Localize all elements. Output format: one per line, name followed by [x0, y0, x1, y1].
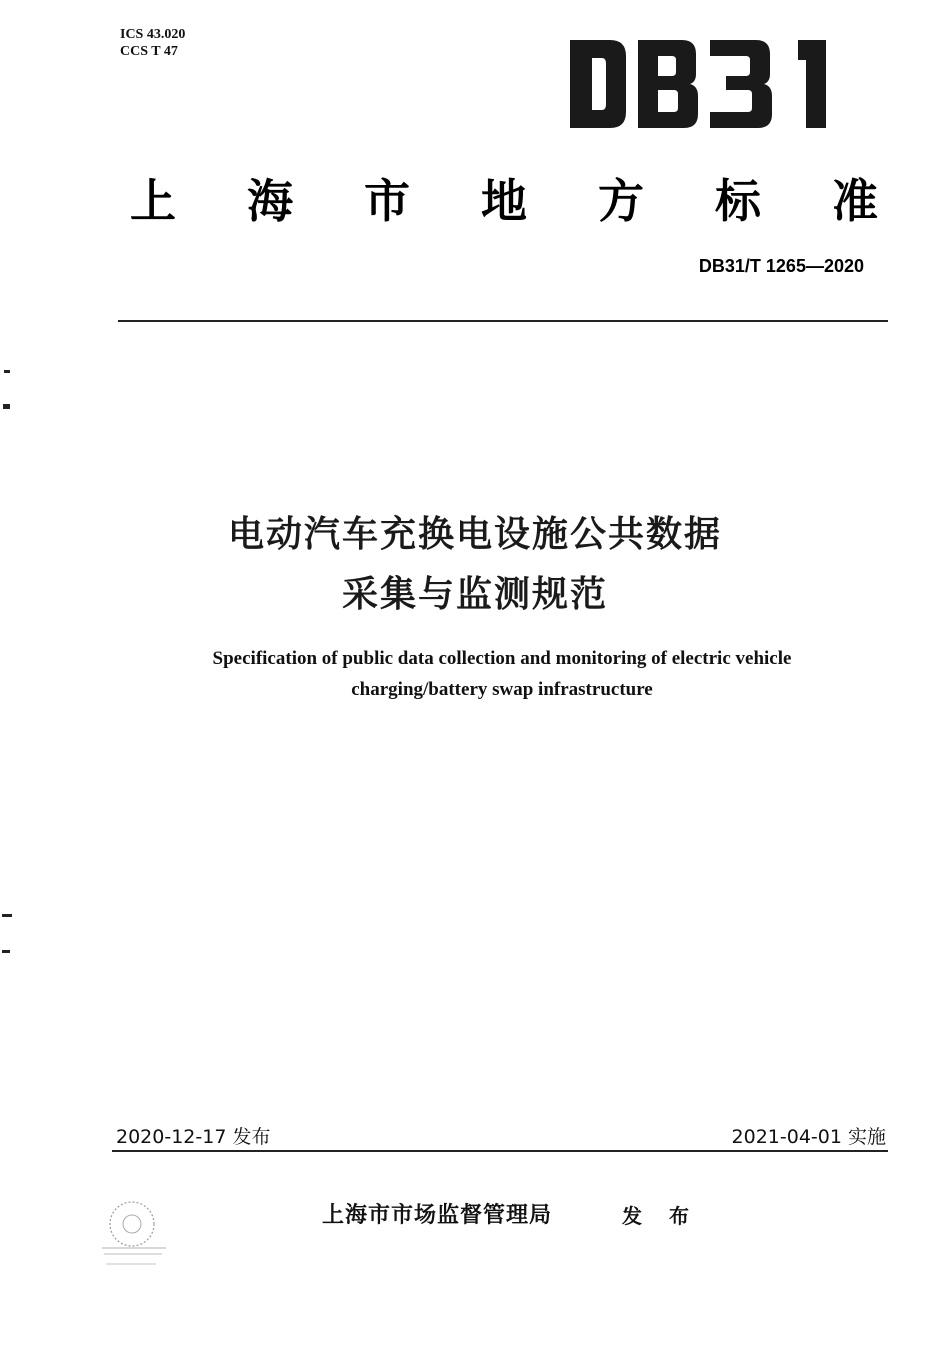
- title-en-line1: Specification of public data collection and monitoring of electric vehicle: [212, 648, 792, 669]
- title-cn-line2: 采集与监测规范: [341, 574, 608, 615]
- scan-mark: [2, 914, 12, 917]
- name-char: 方: [598, 174, 644, 228]
- seal-stamp: [96, 1196, 180, 1274]
- name-char: 标: [715, 174, 761, 228]
- title-cn-line1: 电动汽车充换电设施公共数据: [227, 514, 722, 555]
- standard-category-name: [130, 165, 878, 231]
- issue-label: 发 布: [622, 1204, 699, 1228]
- top-divider: [118, 320, 888, 322]
- name-char: 准: [832, 174, 878, 228]
- bottom-divider: [112, 1150, 888, 1152]
- db31-logo: [570, 38, 832, 130]
- scan-mark: [3, 404, 10, 409]
- implement-date: 2021-04-01 实施: [731, 1126, 886, 1148]
- name-char: 市: [364, 174, 410, 228]
- name-char: 海: [247, 174, 293, 228]
- db31-logo-graphic: [570, 38, 832, 130]
- issuing-authority: 上海市市场监督管理局: [322, 1203, 553, 1228]
- scan-mark: [4, 370, 10, 373]
- ccs-code: CCS T 47: [120, 44, 178, 59]
- title-en-line2: charging/battery swap infrastructure: [351, 679, 653, 700]
- seal-stamp-graphic: [96, 1196, 180, 1274]
- name-char: 地: [481, 174, 527, 228]
- ics-code: ICS 43.020: [120, 27, 186, 42]
- publish-date: 2020-12-17 发布: [116, 1126, 271, 1148]
- classification-codes: [120, 26, 185, 60]
- name-char: 上: [130, 174, 176, 228]
- standard-number: DB31/T 1265—2020: [698, 256, 864, 276]
- scan-mark: [2, 950, 10, 953]
